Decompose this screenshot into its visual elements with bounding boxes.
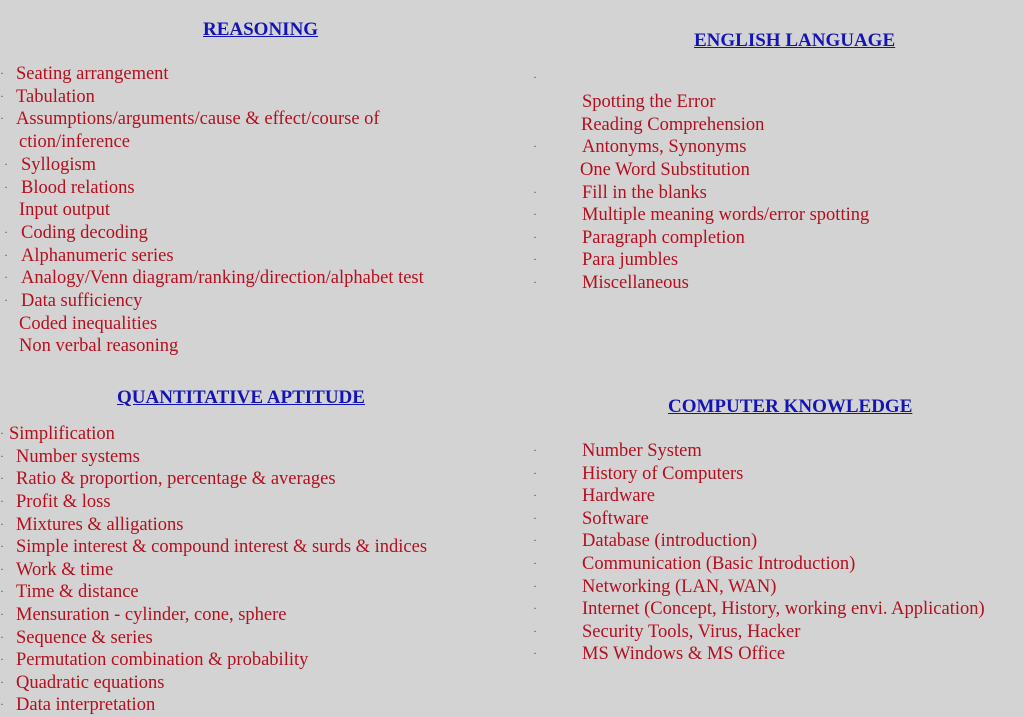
reasoning-item: ction/inference — [19, 132, 130, 152]
bullet-dot: · — [4, 270, 8, 284]
computer-item: Security Tools, Virus, Hacker — [582, 622, 801, 642]
quant-item: Time & distance — [16, 582, 139, 602]
reasoning-item: Blood relations — [21, 178, 135, 198]
english-item: Spotting the Error — [582, 92, 716, 112]
bullet-dot: · — [0, 111, 4, 125]
reasoning-heading: REASONING — [203, 19, 319, 40]
bullet-dot: · — [533, 556, 537, 570]
quant-item: Work & time — [16, 560, 114, 580]
bullet-dot: · — [0, 630, 4, 644]
reasoning-item: Seating arrangement — [16, 64, 169, 84]
bullet-dot: · — [533, 252, 537, 266]
quant-item: Permutation combination & probability — [16, 650, 309, 670]
bullet-dot: · — [4, 225, 8, 239]
bullet-dot: · — [533, 443, 537, 457]
quant-heading: QUANTITATIVE APTITUDE — [117, 387, 365, 408]
bullet-dot: · — [533, 230, 537, 244]
english-item: Miscellaneous — [582, 273, 689, 293]
computer-item: Database (introduction) — [582, 531, 758, 551]
quant-item: Number systems — [16, 447, 140, 467]
computer-item: Networking (LAN, WAN) — [582, 577, 777, 597]
reasoning-item: Input output — [19, 200, 110, 220]
computer-item: Number System — [582, 441, 702, 461]
bullet-dot: · — [533, 646, 537, 660]
bullet-dot: · — [4, 293, 8, 307]
bullet-dot: · — [0, 517, 4, 531]
computer-item: Software — [582, 509, 649, 529]
bullet-dot: · — [533, 579, 537, 593]
computer-item: History of Computers — [582, 464, 744, 484]
quant-item: Mixtures & alligations — [16, 515, 184, 535]
english-heading: ENGLISH LANGUAGE — [694, 30, 896, 51]
bullet-dot: · — [4, 157, 8, 171]
reasoning-item: Assumptions/arguments/cause & effect/course of — [16, 109, 380, 129]
english-item: Multiple meaning words/error spotting — [582, 205, 870, 225]
reasoning-item: Alphanumeric series — [21, 246, 174, 266]
computer-heading: COMPUTER KNOWLEDGE — [668, 396, 913, 417]
bullet-dot: · — [533, 207, 537, 221]
bullet-dot: · — [0, 89, 4, 103]
english-item: Fill in the blanks — [582, 183, 707, 203]
bullet-dot: · — [0, 652, 4, 666]
computer-item: MS Windows & MS Office — [582, 644, 786, 664]
quant-item: Simplification — [9, 424, 115, 444]
bullet-dot: · — [533, 70, 537, 84]
bullet-dot: · — [533, 185, 537, 199]
bullet-dot: · — [0, 494, 4, 508]
english-item: Para jumbles — [582, 250, 679, 270]
bullet-dot: · — [0, 675, 4, 689]
english-item: One Word Substitution — [580, 160, 750, 180]
bullet-dot: · — [0, 607, 4, 621]
bullet-dot: · — [0, 449, 4, 463]
bullet-dot: · — [533, 511, 537, 525]
bullet-dot: · — [0, 697, 4, 711]
reasoning-item: Analogy/Venn diagram/ranking/direction/alphabet test — [21, 268, 424, 288]
quant-item: Simple interest & compound interest & surds & indices — [16, 537, 428, 557]
bullet-dot: · — [533, 275, 537, 289]
reasoning-item: Tabulation — [16, 87, 95, 107]
quant-item: Sequence & series — [16, 628, 153, 648]
bullet-dot: · — [4, 180, 8, 194]
english-item: Antonyms, Synonyms — [582, 137, 747, 157]
reasoning-item: Data sufficiency — [21, 291, 143, 311]
bullet-dot: · — [533, 488, 537, 502]
computer-item: Communication (Basic Introduction) — [582, 554, 856, 574]
bullet-dot: · — [0, 584, 4, 598]
bullet-dot: · — [533, 601, 537, 615]
quant-item: Quadratic equations — [16, 673, 165, 693]
reasoning-item: Coded inequalities — [19, 314, 158, 334]
bullet-dot: · — [0, 471, 4, 485]
quant-item: Ratio & proportion, percentage & averages — [16, 469, 336, 489]
bullet-dot: · — [0, 562, 4, 576]
quant-item: Mensuration - cylinder, cone, sphere — [16, 605, 287, 625]
bullet-dot: · — [0, 539, 4, 553]
reasoning-item: Coding decoding — [21, 223, 148, 243]
english-item: Paragraph completion — [582, 228, 745, 248]
reasoning-item: Syllogism — [21, 155, 97, 175]
bullet-dot: · — [0, 66, 4, 80]
quant-item: Data interpretation — [16, 695, 156, 715]
bullet-dot: · — [4, 248, 8, 262]
quant-item: Profit & loss — [16, 492, 111, 512]
computer-item: Hardware — [582, 486, 655, 506]
bullet-dot: · — [533, 466, 537, 480]
bullet-dot: · — [533, 624, 537, 638]
bullet-dot: · — [0, 426, 4, 440]
bullet-dot: · — [533, 139, 537, 153]
computer-item: Internet (Concept, History, working envi. Application) — [582, 599, 985, 619]
reasoning-item: Non verbal reasoning — [19, 336, 179, 356]
bullet-dot: · — [533, 533, 537, 547]
english-item: Reading Comprehension — [581, 115, 765, 135]
